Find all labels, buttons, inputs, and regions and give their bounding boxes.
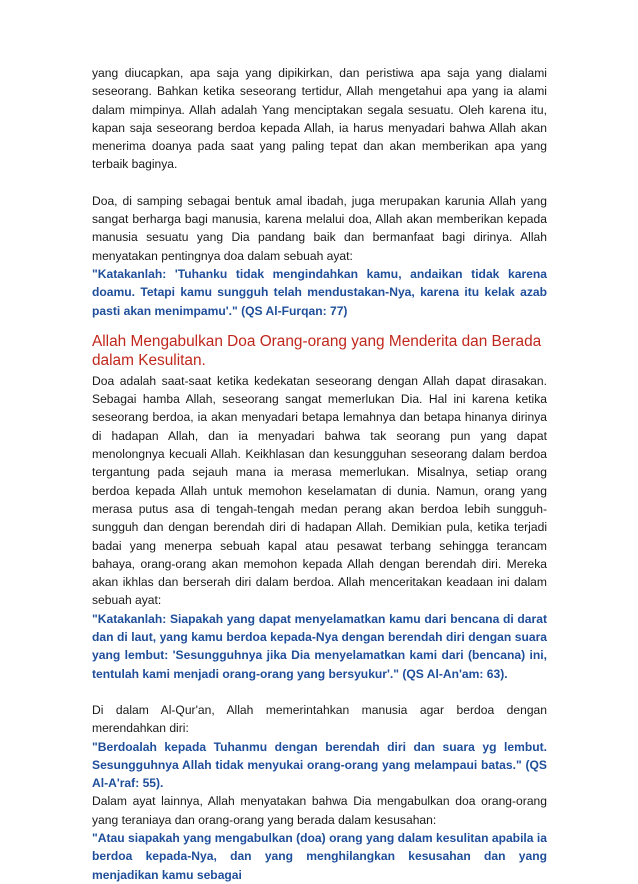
quote-al-araf-55: "Berdoalah kepada Tuhanmu dengan berendah diri dan suara yg lembut. Sesungguhnya Allah tidak menyukai orang-orang yang melampaui batas." (QS Al-A'raf: 55). xyxy=(92,739,547,791)
paragraph-doa-karunia: Doa, di samping sebagai bentuk amal ibadah, juga merupakan karunia Allah yang sangat berharga bagi manusia, karena melalui doa, Allah akan memberikan kepada manusia sesuatu yang Dia pandang baik dan bermanfaat bagi dirinya. Allah menyatakan pentingnya doa dalam sebuah ayat: xyxy=(92,193,547,263)
quote-al-furqan-77: "Katakanlah: 'Tuhanku tidak mengindahkan kamu, andaikan tidak karena doamu. Tetapi kamu sungguh telah mendustakan-Nya, karena itu kelak azab pasti akan menimpamu'." (QS Al-Furqan: 77) xyxy=(92,266,547,318)
paragraph-teraniaya: Dalam ayat lainnya, Allah menyatakan bahwa Dia mengabulkan doa orang-orang yang teraniaya dan orang-orang yang berada dalam kesusahan: xyxy=(92,794,547,827)
paragraph-spacer xyxy=(92,683,547,701)
quote-kesulitan: "Atau siapakah yang mengabulkan (doa) orang yang dalam kesulitan apabila ia berdoa kepada-Nya, dan yang menghilangkan kesusahan dan yang menjadikan kamu sebagai xyxy=(92,830,547,882)
paragraph-intro-continued: yang diucapkan, apa saja yang dipikirkan, dan peristiwa apa saja yang dialami seseorang. Bahkan ketika seseorang tertidur, Allah mengetahui apa yang ia alami dalam mimpinya. Allah adalah Yang menciptakan segala sesuatu. Oleh karena itu, kapan saja seseorang berdoa kepada Allah, ia harus menyadari bahwa Allah akan menerima doanya pada saat yang paling tepat dan akan memberikan apa yang terbaik baginya. xyxy=(92,66,547,172)
document-page xyxy=(92,64,547,884)
paragraph-kedekatan: Doa adalah saat-saat ketika kedekatan seseorang dengan Allah dapat dirasakan. Sebagai hamba Allah, seseorang sangat memerlukan Dia. Hal ini karena ketika seseorang berdoa, ia akan menyadari betapa lemahnya dan betapa hinanya dirinya di hadapan Allah, dan ia menyadari bahwa tak seorang pun yang dapat menolongnya kecuali Allah. Keikhlasan dan kesungguhan seseorang dalam berdoa tergantung pada sejauh mana ia merasa memerlukan. Misalnya, setiap orang berdoa kepada Allah untuk memohon keselamatan di dunia. Namun, orang yang merasa putus asa di tengah-tengah medan perang akan berdoa lebih sungguh-sungguh dan dengan berendah diri di hadapan Allah. Demikian pula, ketika terjadi badai yang menerpa sebuah kapal atau pesawat terbang sehingga terancam bahaya, orang-orang akan memohon kepada Allah dengan berendah diri. Mereka akan ikhlas dan berserah diri dalam berdoa. Allah menceritakan keadaan ini dalam sebuah ayat: xyxy=(92,373,547,608)
quote-al-anam-63: "Katakanlah: Siapakah yang dapat menyelamatkan kamu dari bencana di darat dan di laut, yang kamu berdoa kepada-Nya dengan berendah diri dengan suara yang lembut: 'Sesungguhnya jika Dia menyelamatkan kami dari (bencana) ini, tentulah kami menjadi orang-orang yang bersyukur'." (QS Al-An'am: 63). xyxy=(92,611,547,681)
paragraph-merendahkan-diri: Di dalam Al-Qur'an, Allah memerintahkan manusia agar berdoa dengan merendahkan diri: xyxy=(92,702,547,736)
paragraph-spacer xyxy=(92,174,547,192)
section-heading: Allah Mengabulkan Doa Orang-orang yang Menderita dan Berada dalam Kesulitan. xyxy=(92,332,542,369)
